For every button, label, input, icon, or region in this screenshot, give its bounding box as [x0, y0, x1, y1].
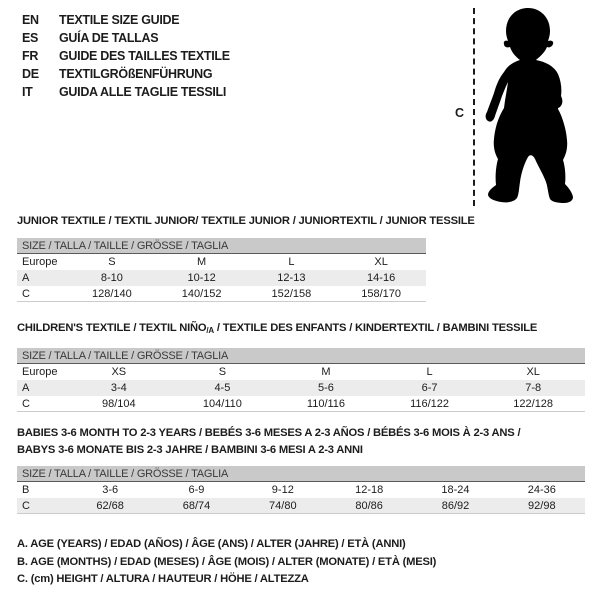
- table-row-age-months: [17, 482, 585, 498]
- age-cell: 3-6: [102, 484, 119, 496]
- lang-row-es: [22, 29, 230, 47]
- height-cell: 86/92: [441, 499, 470, 512]
- lang-title: GUÍA DE TALLAS: [59, 31, 159, 45]
- size-header-bar: SIZE / TALLA / TAILLE / GRÖSSE / TAGLIA: [17, 348, 585, 364]
- children-size-table: [17, 348, 585, 412]
- height-cell: 116/122: [410, 397, 450, 410]
- height-cell: 98/104: [101, 397, 136, 410]
- lang-code: ES: [22, 31, 39, 45]
- height-cell: 158/170: [361, 287, 401, 300]
- lang-code: FR: [22, 49, 39, 63]
- row-label: C: [22, 499, 30, 512]
- table-row-age: [17, 380, 585, 396]
- age-cell: 12-18: [355, 484, 384, 496]
- title-line1: BABIES 3-6 MONTH TO 2-3 YEARS / BEBÉS 3-6 MESES A 2-3 AÑOS / BÉBÉS 3-6 MOIS À 2-3 ANS /: [17, 427, 521, 439]
- size-cell: XL: [526, 366, 540, 378]
- size-cell: L: [288, 256, 295, 268]
- lang-row-it: [22, 83, 230, 101]
- height-marker-line: [473, 8, 475, 206]
- size-cell: L: [426, 366, 433, 378]
- age-cell: 3-4: [110, 382, 127, 394]
- age-cell: 6-9: [188, 484, 205, 496]
- lang-row-fr: [22, 47, 230, 65]
- age-cell: 14-16: [367, 272, 396, 284]
- title-subscript: /A: [206, 326, 214, 335]
- legend-age-months: B. AGE (MONTHS) / EDAD (MESES) / ÂGE (MOIS) / ALTER (MONATE) / ETÀ (MESI): [17, 555, 437, 568]
- height-cell: 152/158: [271, 287, 312, 300]
- age-cell: 8-10: [100, 272, 123, 284]
- lang-row-en: [22, 11, 230, 29]
- size-cell: M: [321, 366, 331, 378]
- row-label: A: [22, 382, 30, 394]
- title-line2: BABYS 3-6 MONATE BIS 2-3 JAHRE / BAMBINI 3-6 MESI A 2-3 ANNI: [17, 444, 363, 456]
- age-cell: 4-5: [214, 382, 231, 394]
- row-label: Europe: [22, 366, 58, 378]
- junior-size-table: [17, 238, 426, 302]
- babies-size-table: [17, 466, 585, 514]
- row-label: C: [22, 397, 30, 410]
- height-cell: 140/152: [181, 287, 222, 300]
- age-cell: 24-36: [527, 484, 556, 496]
- height-cell: 104/110: [202, 397, 242, 410]
- legend-age-years: A. AGE (YEARS) / EDAD (AÑOS) / ÂGE (ANS) / ALTER (JAHRE) / ETÀ (ANNI): [17, 538, 406, 550]
- size-cell: M: [197, 256, 207, 268]
- age-cell: 5-6: [318, 382, 334, 394]
- height-cell: 80/86: [355, 499, 383, 512]
- height-cell: 110/116: [306, 397, 346, 410]
- lang-title: GUIDA ALLE TAGLIE TESSILI: [59, 85, 227, 99]
- height-cell: 128/140: [91, 287, 132, 300]
- height-cell: 68/74: [182, 499, 211, 512]
- table-row-europe: [17, 364, 585, 380]
- size-header-bar: SIZE / TALLA / TAILLE / GRÖSSE / TAGLIA: [17, 466, 585, 482]
- section-title-babies: [17, 425, 520, 459]
- age-cell: 7-8: [525, 382, 542, 394]
- lang-title: TEXTILGRÖßENFÜHRUNG: [59, 67, 213, 81]
- height-marker-label: C: [455, 106, 465, 120]
- legend-block: [17, 536, 436, 589]
- table-row-height: [17, 498, 585, 514]
- table-row-europe: [17, 254, 426, 270]
- lang-code: DE: [22, 67, 39, 81]
- table-row-height: [17, 396, 585, 412]
- age-cell: 9-12: [271, 484, 294, 496]
- lang-row-de: [22, 65, 230, 83]
- height-cell: 122/128: [513, 397, 554, 410]
- size-cell: XS: [111, 366, 127, 378]
- table-row-age: [17, 270, 426, 286]
- title-text: / TEXTILE DES ENFANTS / KINDERTEXTIL / BAMBINI TESSILE: [213, 322, 538, 334]
- size-header-bar: SIZE / TALLA / TAILLE / GRÖSSE / TAGLIA: [17, 238, 426, 254]
- row-label: B: [22, 484, 30, 496]
- height-cell: 92/98: [528, 499, 556, 512]
- row-label: Europe: [22, 256, 58, 268]
- row-label: C: [22, 287, 30, 300]
- size-cell: S: [108, 256, 116, 268]
- section-title-junior: JUNIOR TEXTILE / TEXTIL JUNIOR/ TEXTILE JUNIOR / JUNIORTEXTIL / JUNIOR TESSILE: [17, 215, 475, 227]
- size-cell: S: [218, 366, 227, 378]
- title-text: CHILDREN'S TEXTILE / TEXTIL NIÑO: [17, 322, 207, 334]
- table-row-height: [17, 286, 426, 302]
- section-title-children: [17, 320, 537, 339]
- lang-code: IT: [22, 85, 33, 99]
- height-cell: 74/80: [269, 499, 297, 512]
- lang-code: EN: [22, 13, 39, 27]
- age-cell: 18-24: [441, 484, 470, 496]
- lang-title: GUIDE DES TAILLES TEXTILE: [59, 49, 230, 63]
- age-cell: 6-7: [421, 382, 438, 394]
- height-cell: 62/68: [96, 499, 124, 512]
- lang-title: TEXTILE SIZE GUIDE: [59, 13, 180, 27]
- age-cell: 12-13: [277, 272, 306, 284]
- age-cell: 10-12: [187, 272, 216, 284]
- row-label: A: [22, 272, 30, 284]
- legend-height: C. (cm) HEIGHT / ALTURA / HAUTEUR / HÖHE / ALTEZZA: [17, 573, 309, 585]
- size-cell: XL: [374, 256, 388, 268]
- language-title-block: [22, 11, 230, 101]
- baby-silhouette-image: [480, 4, 586, 210]
